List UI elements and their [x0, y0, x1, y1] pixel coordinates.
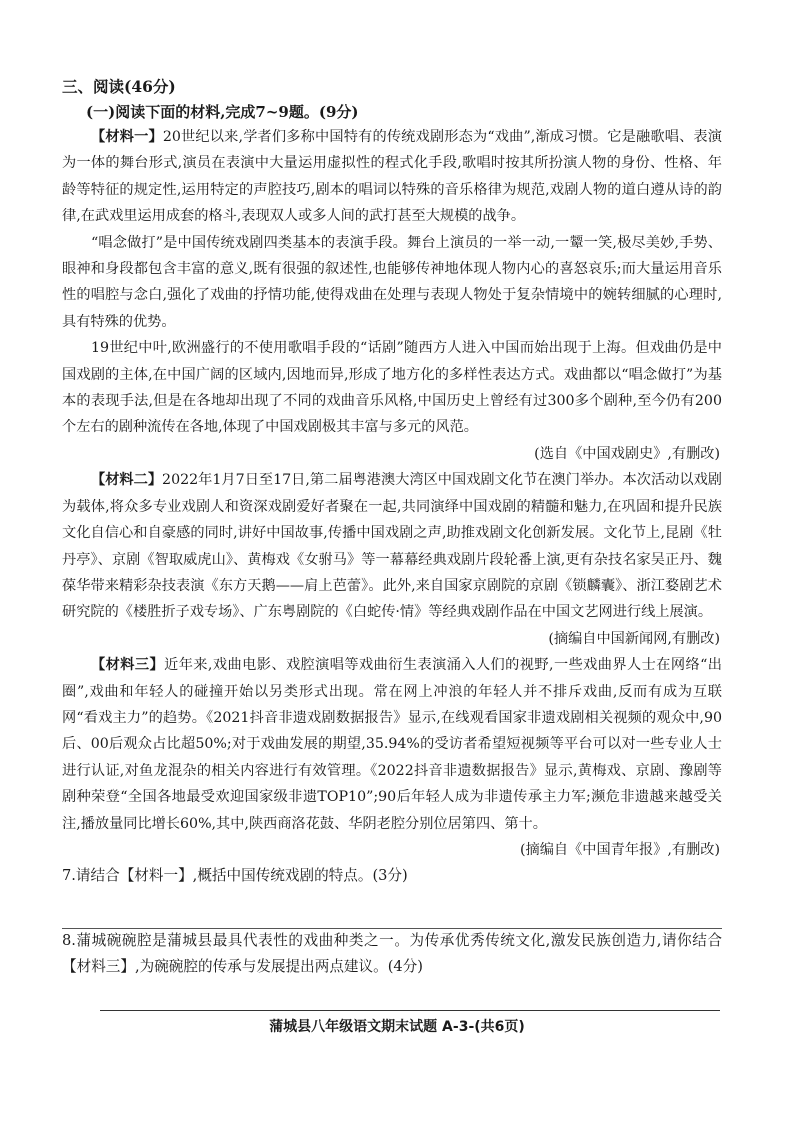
- material-one-para-3: 19世纪中叶,欧洲盛行的不使用歌唱手段的“话剧”随西方人进入中国而始出现于上海。但戏曲仍是中国戏剧的主体,在中国广阔的区域内,因地而异,形成了地方化的多样性表达方式。戏曲都以“唱念做打”为基本的表现手法,但是在各地却出现了不同的戏曲音乐风格,中国历史上曾经有过300多个剧种,至今仍有200个左右的剧种流传在各地,体现了中国戏剧极其丰富与多元的风范。: [62, 340, 722, 436]
- question-7: 7.请结合【材料一】,概括中国传统戏剧的特点。(3分): [62, 867, 408, 885]
- material-two-para-1: 【材料二】2022年1月7日至17日,第二届粤港澳大湾区中国戏剧文化节在澳门举办。本次活动以戏剧为载体,将众多专业戏剧人和资深戏剧爱好者聚在一起,共同演绎中国戏剧的精髓和魅力,在巩固和提升民族文化自信心和自豪感的同时,讲好中国故事,传播中国戏剧之声,助推戏剧文化创新发展。文化节上,昆剧《牡丹亭》、京剧《智取威虎山》、黄梅戏《女驸马》等一幕幕经典戏剧片段轮番上演,更有杂技名家吴正丹、魏葆华带来精彩杂技表演《东方天鹅——肩上芭蕾》。此外,来自国家京剧院的京剧《锁麟囊》、浙江婺剧艺术研究院的《楼胜折子戏专场》、广东粤剧院的《白蛇传·情》等经典戏剧作品在中国文艺网进行线上展演。: [62, 472, 722, 621]
- question-8: 8.蒲城碗碗腔是蒲城县最具代表性的戏曲种类之一。为传承优秀传统文化,激发民族创造力,请你结合【材料三】,为碗碗腔的传承与发展提出两点建议。(4分): [62, 931, 722, 976]
- material-three-source: (摘编自《中国青年报》,有删改): [519, 841, 720, 858]
- material-one-para-1: 【材料一】20世纪以来,学者们多称中国特有的传统戏剧形态为“戏曲”,渐成习惯。它是融歌唱、表演为一体的舞台形式,演员在表演中大量运用虚拟性的程式化手段,歌唱时按其所扮演人物的身份、性格、年龄等特征的规定性,运用特定的声腔技巧,剧本的唱词以特殊的音乐格律为规范,戏剧人物的道白遵从诗的韵律,在武戏里运用成套的格斗,表现双人或多人间的武打甚至大规模的战争。: [62, 129, 722, 225]
- material-two-source: (摘编自中国新闻网,有删改): [548, 630, 720, 647]
- material-one-label: 【材料一】: [91, 129, 163, 145]
- section-title: 三、阅读(46分): [62, 77, 176, 96]
- material-three-label: 【材料三】: [91, 657, 165, 674]
- material-one-source: (选自《中国戏剧史》,有删改): [534, 445, 720, 462]
- material-one: [62, 124, 722, 467]
- divider-line: [62, 928, 722, 929]
- material-three: [62, 652, 722, 863]
- answer-line[interactable]: [100, 1010, 720, 1011]
- material-three-para-1: 【材料三】近年来,戏曲电影、戏腔演唱等戏曲衍生表演涌入人们的视野,一些戏曲界人士在网络“出圈”,戏曲和年轻人的碰撞开始以另类形式出现。常在网上冲浪的年轻人并不排斥戏曲,反而有成为互联网“看戏主力”的趋势。《2021抖音非遗戏剧数据报告》显示,在线观看国家非遗戏剧相关视频的观众中,90后、00后观众占比超50%;对于戏曲发展的期望,35.94%的受访者希望短视频等平台可以对一些专业人士进行认证,对鱼龙混杂的相关内容进行有效管理。《2022抖音非遗数据报告》显示,黄梅戏、京剧、豫剧等剧种荣登“全国各地最受欢迎国家级非遗TOP10”;90后年轻人成为非遗传承主力军;濒危非遗越来越受关注,播放量同比增长60%,其中,陕西商洛花鼓、华阴老腔分别位居第四、第十。: [62, 657, 722, 832]
- material-one-para-2: “唱念做打”是中国传统戏剧四类基本的表演手段。舞台上演员的一举一动,一颦一笑,极尽美妙,手势、眼神和身段都包含丰富的意义,既有很强的叙述性,也能够传神地体现人物内心的喜怒哀乐;而大量运用音乐性的唱腔与念白,强化了戏曲的抒情功能,使得戏曲在处理与表现人物处于复杂情境中的婉转细腻的心理时,具有特殊的优势。: [62, 234, 722, 330]
- page-footer: 蒲城县八年级语文期末试题 A-3-(共6页): [269, 1019, 525, 1035]
- answer-space-7[interactable]: [62, 890, 722, 928]
- part-heading: (一)阅读下面的材料,完成7~9题。(9分): [86, 103, 359, 121]
- material-two-label: 【材料二】: [91, 472, 163, 489]
- material-two: [62, 467, 722, 652]
